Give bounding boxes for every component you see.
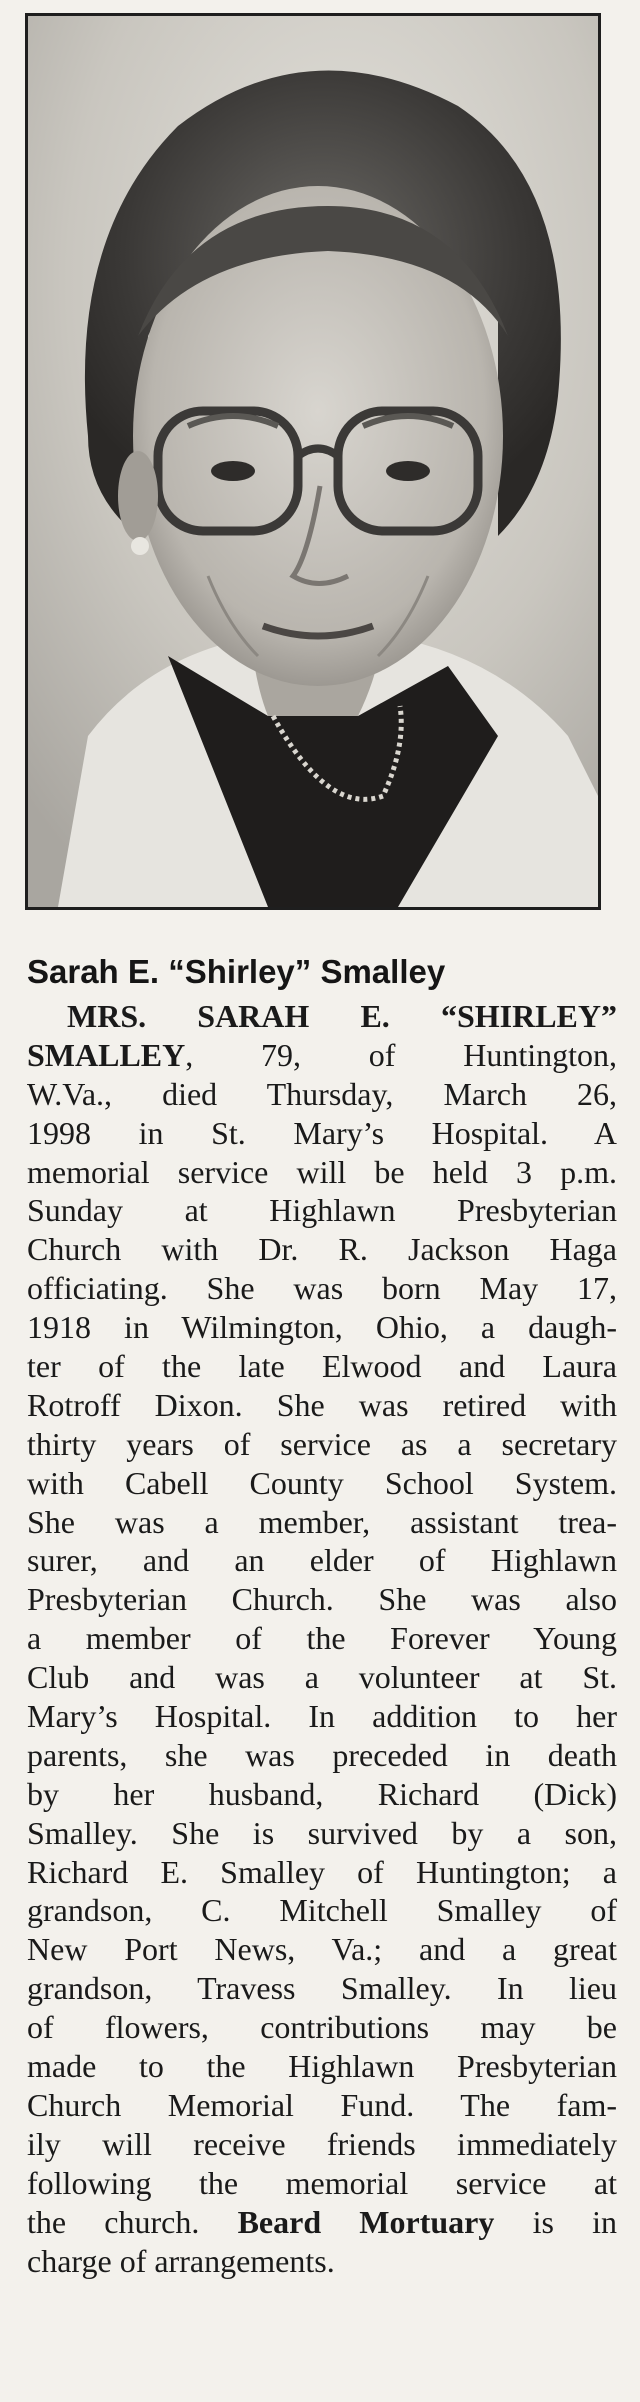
obituary-line: memorial service will be held 3 p.m.	[27, 1153, 617, 1190]
obituary-line: Church with Dr. R. Jackson Haga	[27, 1231, 617, 1268]
obituary-line: by her husband, Richard (Dick)	[27, 1775, 617, 1812]
obituary-line: Sunday at Highlawn Presbyterian	[27, 1192, 617, 1229]
obituary-line: Richard E. Smalley of Huntington; a	[27, 1853, 617, 1890]
obituary-line: Church Memorial Fund. The fam-	[27, 2086, 617, 2123]
obituary-line: Rotroff Dixon. She was retired with	[27, 1386, 617, 1423]
obituary-name-heading: Sarah E. “Shirley” Smalley	[27, 953, 446, 990]
obituary-line: ter of the late Elwood and Laura	[27, 1348, 617, 1385]
obituary-line: Presbyterian Church. She was also	[27, 1581, 617, 1618]
obituary-line: parents, she was preceded in death	[27, 1736, 617, 1773]
obituary-line: Smalley. She is survived by a son,	[27, 1814, 617, 1851]
obituary-name-caps: MRS. SARAH E. “SHIRLEY”	[67, 998, 617, 1034]
obituary-line: 1998 in St. Mary’s Hospital. A	[27, 1114, 617, 1151]
obituary-line: surer, and an elder of Highlawn	[27, 1542, 617, 1579]
obituary-line: W.Va., died Thursday, March 26,	[27, 1075, 617, 1112]
obituary-surname-caps: SMALLEY	[27, 1036, 186, 1073]
obituary-line: of flowers, contributions may be	[27, 2009, 617, 2046]
obituary-line: Mary’s Hospital. In addition to her	[27, 1698, 617, 1735]
obituary-body	[27, 997, 617, 2280]
obituary-line: SMALLEY, 79, of Huntington,	[27, 1036, 617, 1073]
obituary-line: charge of arrangements.	[27, 2242, 335, 2279]
portrait-photo	[25, 13, 601, 910]
obituary-line: with Cabell County School System.	[27, 1464, 617, 1501]
obituary-line: 1918 in Wilmington, Ohio, a daugh-	[27, 1309, 617, 1346]
mortuary-name: Beard Mortuary	[237, 2203, 495, 2240]
obituary-line: New Port News, Va.; and a great	[27, 1931, 617, 1968]
obituary-line: the church. Beard Mortuary is in	[27, 2203, 618, 2240]
portrait-illustration	[28, 16, 598, 907]
obituary-line: following the memorial service at	[27, 2164, 617, 2201]
obituary-line: Club and was a volunteer at St.	[27, 1659, 617, 1696]
obituary-line: thirty years of service as a secretary	[27, 1425, 617, 1462]
obituary-line: made to the Highlawn Presbyterian	[27, 2048, 617, 2085]
obituary-line: a member of the Forever Young	[27, 1620, 617, 1657]
obituary-line: officiating. She was born May 17,	[27, 1270, 617, 1307]
obituary-line: ily will receive friends immediately	[27, 2125, 617, 2162]
obituary-line: grandson, Travess Smalley. In lieu	[27, 1970, 617, 2007]
obituary-line	[27, 997, 617, 1036]
obituary-line: grandson, C. Mitchell Smalley of	[27, 1892, 617, 1929]
obituary-line: She was a member, assistant trea-	[27, 1503, 617, 1540]
